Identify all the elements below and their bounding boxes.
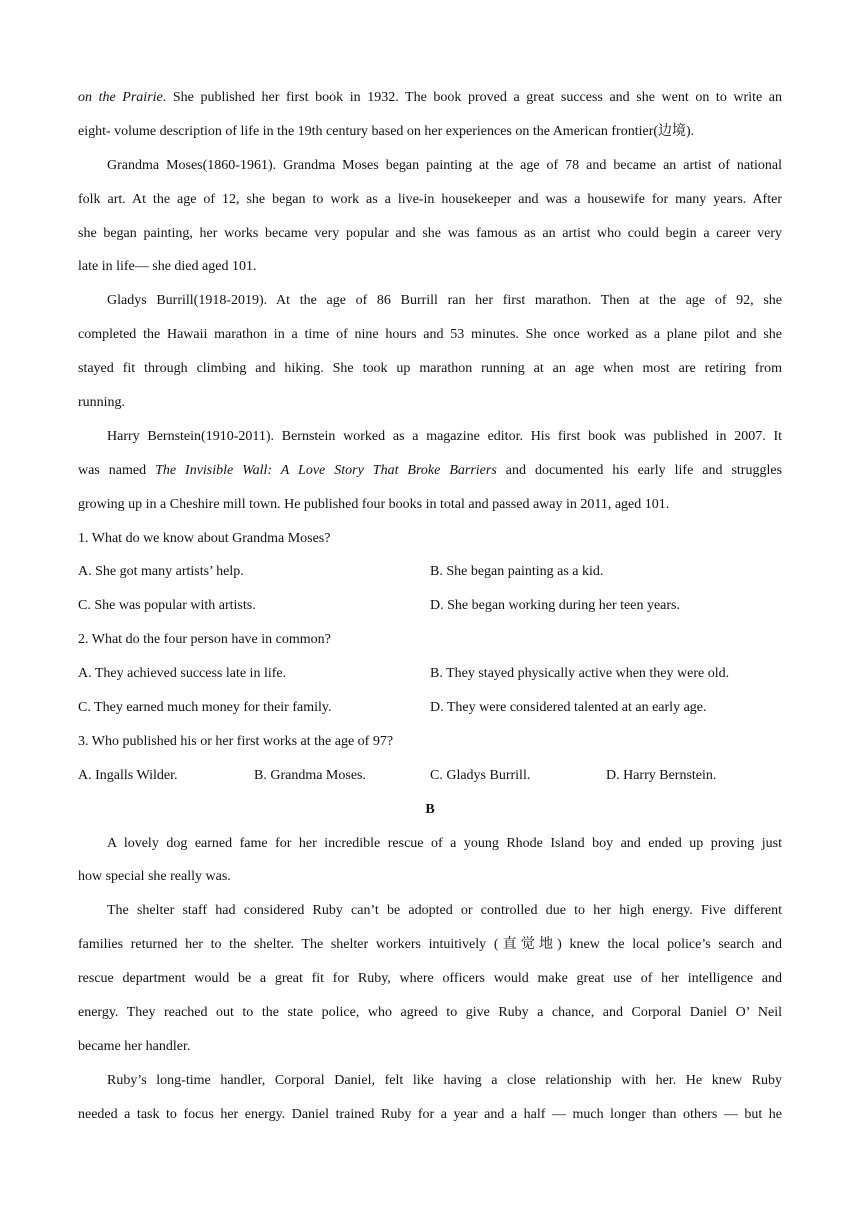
paragraph-b2-line: became her handler.	[78, 1038, 191, 1054]
section-heading: B	[425, 801, 435, 817]
question-stem: 3. Who published his or her first works at the age of 97?	[78, 733, 394, 749]
paragraph-b1-line: A lovely dog earned fame for her incredible rescue of a young Rhode Island boy and ended up proving just	[107, 835, 782, 851]
options-row	[78, 694, 782, 728]
paragraph-burrill-line: stayed fit through climbing and hiking. She took up marathon running at an age when most are retiring from	[78, 361, 782, 377]
text-line: eight- volume description of life in the 19th century based on her experiences on the American frontier(边境).	[78, 123, 695, 139]
option-a: A. She got many artists’ help.	[78, 564, 244, 580]
option-b: B. They stayed physically active when they were old.	[430, 666, 730, 682]
paragraph-moses-line: she began painting, her works became very popular and she was famous as an artist who could begin a career very	[78, 225, 782, 241]
options-row	[78, 558, 782, 592]
paragraph-moses-line: Grandma Moses(1860-1961). Grandma Moses began painting at the age of 78 and became an artist of national	[107, 157, 782, 173]
paragraph-burrill-line: Gladys Burrill(1918-2019). At the age of 86 Burrill ran her first marathon. Then at the age of 92, she	[107, 293, 782, 309]
option-d: D. They were considered talented at an early age.	[430, 700, 707, 716]
text-line: on the Prairie. She published her first book in 1932. The book proved a great success and she went on to write an	[78, 90, 782, 105]
option-c: C. They earned much money for their family.	[78, 700, 332, 716]
paragraph-moses-line: late in life— she died aged 101.	[78, 259, 257, 275]
paragraph-bernstein-line: growing up in a Cheshire mill town. He published four books in total and passed away in 2011, aged 101.	[78, 496, 670, 512]
question-stem: 2. What do the four person have in common?	[78, 632, 331, 648]
option-a: A. Ingalls Wilder.	[78, 767, 178, 783]
options-row	[78, 762, 782, 796]
option-d: D. Harry Bernstein.	[606, 767, 717, 783]
options-row	[78, 660, 782, 694]
paragraph-b3-line: Ruby’s long-time handler, Corporal Daniel, felt like having a close relationship with her. He knew Ruby	[107, 1072, 782, 1088]
paragraph-b1-line: how special she really was.	[78, 869, 231, 885]
option-c: C. Gladys Burrill.	[430, 767, 531, 783]
option-b: B. Grandma Moses.	[254, 767, 366, 783]
question-stem: 1. What do we know about Grandma Moses?	[78, 530, 331, 546]
paragraph-b2-line: families returned her to the shelter. The shelter workers intuitively (直觉地) knew the local police’s search and	[78, 937, 782, 953]
paragraph-bernstein-line: was named The Invisible Wall: A Love Story That Broke Barriers and documented his early life and struggles	[78, 462, 783, 478]
paragraph-b2-line: rescue department would be a great fit for Ruby, where officers would make great use of her intelligence and	[78, 971, 782, 987]
book-title-italic: The Invisible Wall: A Love Story That Broke Barriers	[155, 462, 497, 478]
paragraph-b3-line: needed a task to focus her energy. Daniel trained Ruby for a year and a half — much longer than others — but he	[78, 1106, 782, 1122]
option-d: D. She began working during her teen years.	[430, 598, 680, 614]
paragraph-moses-line: folk art. At the age of 12, she began to work as a live-in housekeeper and was a housewife for many years. After	[78, 191, 782, 207]
paragraph-bernstein-line: Harry Bernstein(1910-2011). Bernstein worked as a magazine editor. His first book was published in 2007. It	[107, 428, 782, 444]
option-b: B. She began painting as a kid.	[430, 564, 604, 580]
paragraph-burrill-line: running.	[78, 395, 126, 411]
options-row	[78, 592, 782, 626]
book-title-italic: on the Prairie	[78, 90, 163, 105]
option-a: A. They achieved success late in life.	[78, 666, 287, 682]
paragraph-b2-line: The shelter staff had considered Ruby can’t be adopted or controlled due to her high energy. Five different	[107, 903, 782, 919]
document-page	[78, 84, 782, 1135]
paragraph-burrill-line: completed the Hawaii marathon in a time of nine hours and 53 minutes. She once worked as a plane pilot and she	[78, 327, 782, 343]
paragraph-b2-line: energy. They reached out to the state police, who agreed to give Ruby a chance, and Corporal Daniel O’ Neil	[78, 1005, 782, 1021]
option-c: C. She was popular with artists.	[78, 598, 256, 614]
